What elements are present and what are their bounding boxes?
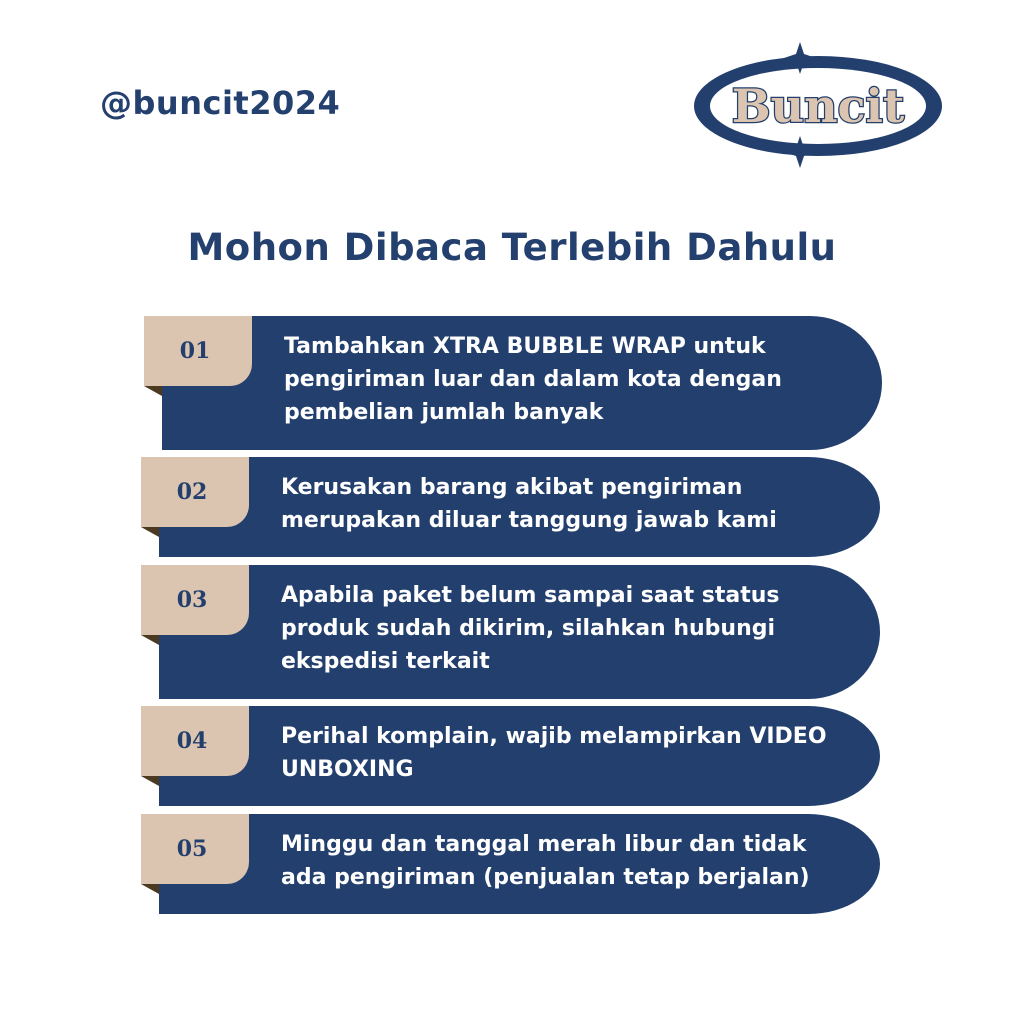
item-number: 05	[141, 814, 249, 884]
logo-text: Buncit	[731, 79, 905, 133]
item-text: Perihal komplain, wajib melampirkan VIDEO UNBOXING	[281, 724, 827, 782]
item-text: Tambahkan XTRA BUBBLE WRAP untuk pengiriman luar dan dalam kota dengan pembelian jumlah banyak	[284, 334, 782, 425]
item-number: 01	[144, 316, 252, 386]
ribbon-fold	[141, 635, 159, 645]
item-number: 03	[141, 565, 249, 635]
item-text: Kerusakan barang akibat pengiriman merupakan diluar tanggung jawab kami	[281, 475, 777, 533]
list-item	[144, 316, 882, 450]
item-number: 02	[141, 457, 249, 527]
ribbon-fold	[141, 884, 159, 894]
item-text: Minggu dan tanggal merah libur dan tidak ada pengiriman (penjualan tetap berjalan)	[281, 832, 810, 890]
item-text: Apabila paket belum sampai saat status produk sudah dikirim, silahkan hubungi ekspedisi terkait	[281, 583, 780, 674]
buncit-logo	[688, 40, 948, 170]
item-number: 04	[141, 706, 249, 776]
list-item	[141, 814, 880, 914]
ribbon-fold	[141, 527, 159, 537]
ribbon-fold	[141, 776, 159, 786]
account-handle: @buncit2024	[100, 84, 341, 122]
list-item	[141, 565, 880, 699]
list-item	[141, 706, 880, 806]
page-title: Mohon Dibaca Terlebih Dahulu	[187, 226, 837, 269]
ribbon-fold	[144, 386, 162, 396]
list-item	[141, 457, 880, 557]
